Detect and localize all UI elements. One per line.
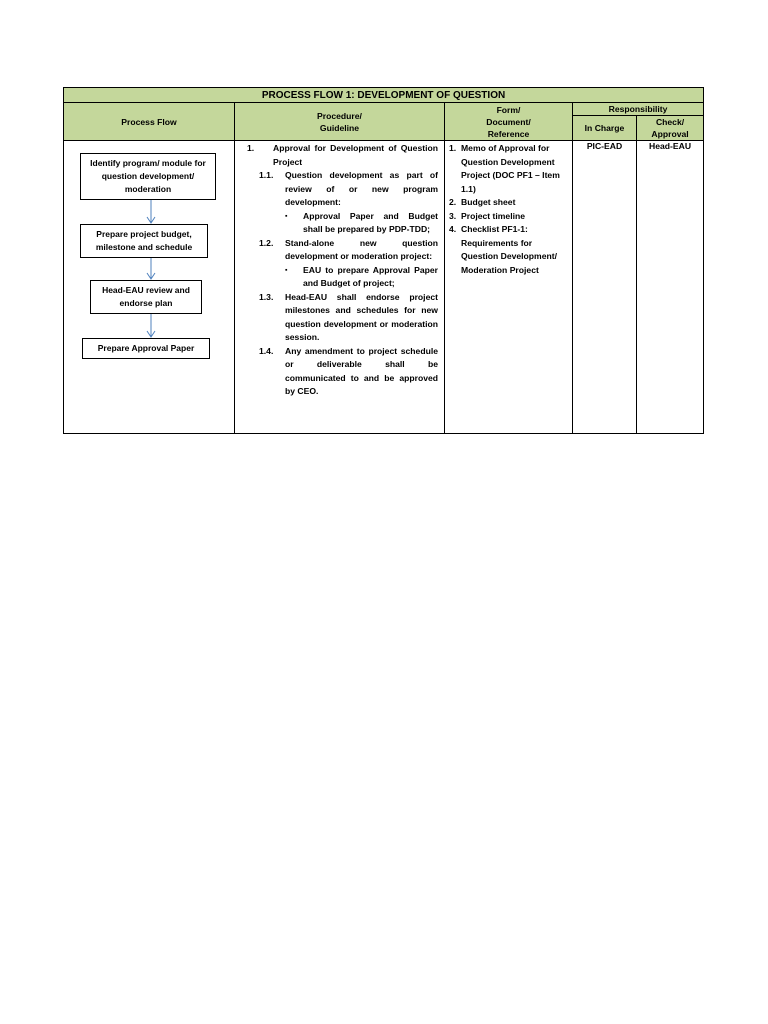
procedure-item-text: Approval for Development of Question Project xyxy=(273,143,438,167)
header-in-charge: In Charge xyxy=(573,116,637,141)
flow-step-identify: Identify program/ module for question development/ moderation xyxy=(80,153,216,200)
form-item-1 xyxy=(449,142,568,196)
procedure-sub-number: 1.1. xyxy=(259,170,274,180)
header-process-flow: Process Flow xyxy=(64,103,235,141)
procedure-bullet-text: EAU to prepare Approval Paper and Budget of project; xyxy=(303,264,438,288)
header-procedure-line1: Procedure/ xyxy=(317,110,362,121)
header-form-line1: Form/ xyxy=(496,104,521,115)
header-check-line2: Approval xyxy=(651,129,689,139)
procedure-cell xyxy=(235,141,445,434)
header-check-line1: Check/ xyxy=(655,117,685,127)
flow-step-budget: Prepare project budget, milestone and schedule xyxy=(80,224,208,258)
form-list xyxy=(445,141,572,278)
procedure-sub-1-1 xyxy=(259,169,438,210)
arrow-down-icon xyxy=(146,314,156,338)
form-item-text: Project timeline xyxy=(461,210,525,221)
arrow-down-icon xyxy=(146,258,156,280)
procedure-item-number: 1. xyxy=(247,143,255,153)
procedure-sub-1-4 xyxy=(259,345,438,399)
header-check-approval xyxy=(637,116,704,141)
process-flow-table xyxy=(63,87,704,434)
header-form-line2: Document/ xyxy=(486,116,531,127)
procedure-bullet xyxy=(285,264,438,291)
form-item-4 xyxy=(449,223,568,277)
form-item-3 xyxy=(449,210,568,224)
form-item-text: Budget sheet xyxy=(461,197,516,207)
procedure-bullet xyxy=(285,210,438,237)
process-flow-cell xyxy=(64,141,235,434)
arrow-down-icon xyxy=(146,200,156,224)
form-cell xyxy=(445,141,573,434)
table-title: PROCESS FLOW 1: DEVELOPMENT OF QUESTION xyxy=(64,88,704,103)
procedure-bullet-text: Approval Paper and Budget shall be prepared by PDP-TDD; xyxy=(303,210,438,234)
procedure-sub-number: 1.4. xyxy=(259,345,274,356)
header-procedure xyxy=(235,103,445,141)
form-item-number: 4. xyxy=(449,224,457,234)
header-responsibility: Responsibility xyxy=(573,103,704,116)
flow-step-approval-paper: Prepare Approval Paper xyxy=(82,338,210,359)
procedure-sub-text: Stand-alone new question development or moderation project: xyxy=(285,237,438,261)
form-item-number: 3. xyxy=(449,210,457,221)
procedure-sub-1-3 xyxy=(259,291,438,345)
bullet-icon: ▪ xyxy=(285,266,288,274)
flow-step-review: Head-EAU review and endorse plan xyxy=(90,280,202,314)
procedure-list xyxy=(235,141,444,399)
procedure-sub-text: Head-EAU shall endorse project milestones and schedules for new question development or moderation session. xyxy=(285,291,438,342)
header-procedure-line2: Guideline xyxy=(319,122,360,133)
header-form xyxy=(445,103,573,141)
form-item-number: 1. xyxy=(449,143,457,153)
form-item-2 xyxy=(449,196,568,210)
procedure-sub-1-2 xyxy=(259,237,438,264)
form-item-text: Checklist PF1-1: Requirements for Question Development/ Moderation Project xyxy=(461,224,557,275)
in-charge-cell: PIC-EAD xyxy=(573,141,637,434)
procedure-sub-text: Any amendment to project schedule or deliverable shall be communicated to and be approved by CEO. xyxy=(285,345,438,396)
form-item-text: Memo of Approval for Question Development Project (DOC PF1 – Item 1.1) xyxy=(461,143,560,194)
check-approval-cell: Head-EAU xyxy=(637,141,704,434)
procedure-item-1 xyxy=(241,142,438,169)
procedure-sub-number: 1.2. xyxy=(259,237,274,248)
header-form-line3: Reference xyxy=(487,128,530,139)
bullet-icon: ▪ xyxy=(285,212,288,220)
procedure-sub-number: 1.3. xyxy=(259,291,274,302)
procedure-sub-text: Question development as part of review of or new program development: xyxy=(285,170,438,207)
form-item-number: 2. xyxy=(449,197,457,207)
